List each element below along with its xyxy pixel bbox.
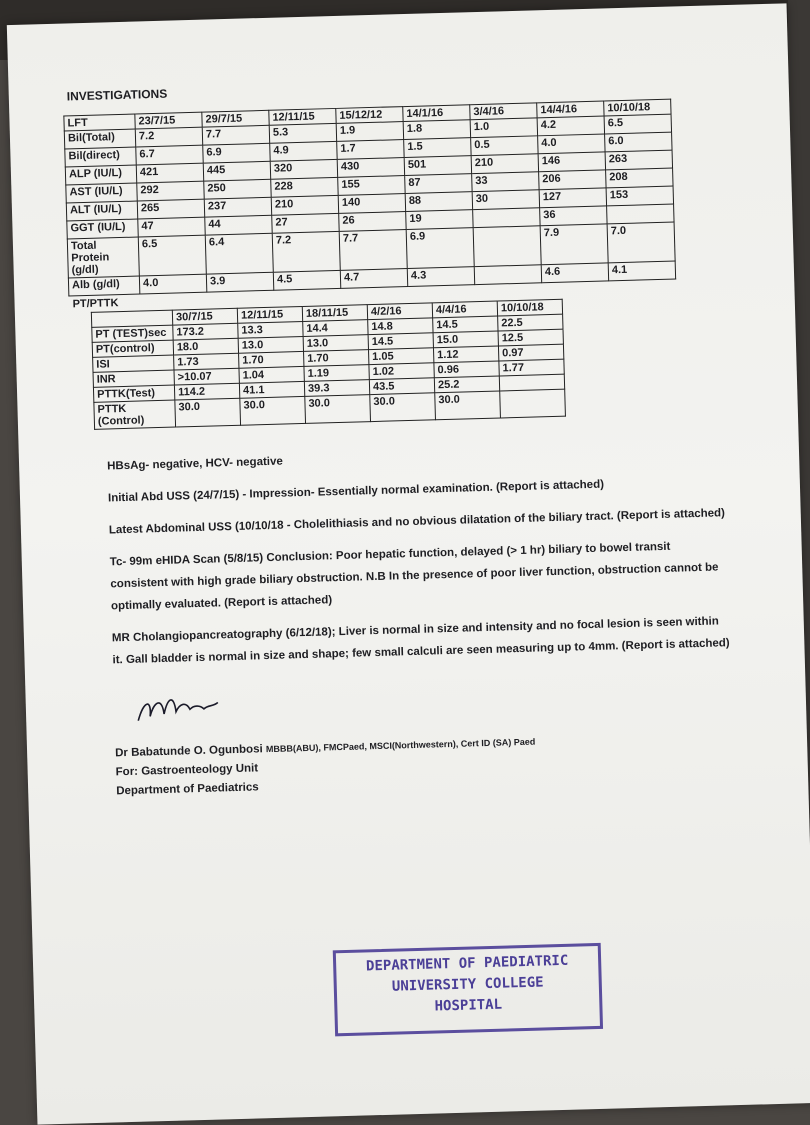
pt-cell: 1.73 xyxy=(174,353,239,370)
doctor-department: Department of Paediatrics xyxy=(116,781,259,798)
lft-cell xyxy=(473,226,541,267)
lft-cell: 6.7 xyxy=(136,145,203,165)
document-page xyxy=(7,3,810,1124)
pt-cell: 30.0 xyxy=(175,398,241,427)
stamp-line-3: HOSPITAL xyxy=(434,996,503,1015)
lft-cell xyxy=(473,208,540,228)
lft-cell: 4.5 xyxy=(273,270,340,290)
pt-row-label: ISI xyxy=(93,355,174,372)
pt-row-label: INR xyxy=(93,370,174,387)
lft-cell: 4.1 xyxy=(608,261,675,281)
lft-cell: 1.5 xyxy=(404,138,471,158)
lft-cell: 210 xyxy=(471,154,538,174)
lft-cell: 421 xyxy=(136,163,203,183)
note-serology: HBsAg- negative, HCV- negative xyxy=(106,455,283,473)
lft-date-header: 12/11/15 xyxy=(269,108,336,125)
signature-block xyxy=(81,726,782,803)
lft-cell: 6.5 xyxy=(138,235,206,276)
pt-cell: 25.2 xyxy=(434,376,499,393)
pt-cell: 14.5 xyxy=(433,316,498,333)
pt-cell: >10.07 xyxy=(174,368,239,385)
lft-cell: 27 xyxy=(272,213,339,233)
lft-row-label: ALP (IU/L) xyxy=(65,165,136,185)
lft-cell: 6.9 xyxy=(406,228,474,269)
lft-cell: 26 xyxy=(339,212,406,232)
document-content xyxy=(63,70,783,1015)
notes-section xyxy=(73,438,733,672)
lft-cell: 445 xyxy=(203,161,270,181)
pt-cell: 39.3 xyxy=(304,380,369,397)
lft-corner: LFT xyxy=(64,114,135,131)
lft-cell: 1.9 xyxy=(336,122,403,142)
lft-cell: 36 xyxy=(540,206,607,226)
doctor-name: Dr Babatunde O. Ogunbosi xyxy=(115,743,263,760)
lft-cell: 4.0 xyxy=(538,134,605,154)
pt-heading: PT/PTTK xyxy=(72,297,119,311)
lft-cell: 88 xyxy=(405,192,472,212)
lft-date-header: 29/7/15 xyxy=(202,110,269,127)
lft-cell: 7.7 xyxy=(202,125,269,145)
pt-cell: 14.4 xyxy=(303,320,368,337)
lft-cell: 6.5 xyxy=(604,114,671,134)
lft-cell: 4.7 xyxy=(340,269,407,289)
pt-date-header: 10/10/18 xyxy=(497,299,562,316)
pt-cell: 30.0 xyxy=(435,391,501,420)
lft-cell: 127 xyxy=(539,188,606,208)
lft-cell: 1.7 xyxy=(337,140,404,160)
pt-cell: 12.5 xyxy=(498,329,563,346)
lft-date-header: 15/12/12 xyxy=(336,107,403,124)
lft-cell: 7.0 xyxy=(607,222,675,263)
note-initial-uss: Initial Abd USS (24/7/15) - Impression- Essentially normal examination. (Report is attached) xyxy=(107,478,605,505)
lft-cell: 7.9 xyxy=(540,224,608,265)
lft-date-header: 14/4/16 xyxy=(537,101,604,118)
lft-cell: 237 xyxy=(204,197,271,217)
note-latest-uss: Latest Abdominal USS (10/10/18 - Cholelithiasis and no obvious dilatation of the biliary tract. (Report is attached) xyxy=(108,507,726,537)
pt-cell: 15.0 xyxy=(433,331,498,348)
lft-row-label: ALT (IU/L) xyxy=(66,201,137,221)
lft-cell: 430 xyxy=(337,158,404,178)
pt-table xyxy=(91,299,566,430)
pt-cell: 114.2 xyxy=(174,383,239,400)
lft-cell: 501 xyxy=(404,156,471,176)
pt-cell: 1.05 xyxy=(368,348,433,365)
lft-date-header: 23/7/15 xyxy=(135,112,202,129)
pt-cell: 1.77 xyxy=(499,359,564,376)
pt-cell: 13.0 xyxy=(303,335,368,352)
lft-cell: 7.2 xyxy=(135,127,202,147)
pt-cell: 41.1 xyxy=(239,381,304,398)
investigations-heading: INVESTIGATIONS xyxy=(66,86,168,104)
lft-cell: 140 xyxy=(338,194,405,214)
lft-cell: 33 xyxy=(472,172,539,192)
pt-cell: 0.96 xyxy=(434,361,499,378)
stamp-line-2: UNIVERSITY COLLEGE xyxy=(391,974,544,995)
lft-cell xyxy=(474,265,541,285)
lft-cell: 1.8 xyxy=(403,120,470,140)
lft-cell: 250 xyxy=(204,179,271,199)
lft-cell: 7.7 xyxy=(339,230,407,271)
pt-cell: 43.5 xyxy=(369,378,434,395)
lft-row-label: Bil(Total) xyxy=(64,129,135,149)
lft-cell: 30 xyxy=(472,190,539,210)
pt-cell: 0.97 xyxy=(498,344,563,361)
lft-row-label: GGT (IU/L) xyxy=(67,219,138,239)
pt-cell: 18.0 xyxy=(173,338,238,355)
lft-cell: 320 xyxy=(270,159,337,179)
pt-cell: 30.0 xyxy=(370,393,436,422)
lft-cell: 47 xyxy=(138,217,205,237)
doctor-credentials: MBBB(ABU), FMCPaed, MSCI(Northwestern), Cert ID (SA) Paed xyxy=(265,736,536,755)
lft-cell: 292 xyxy=(137,181,204,201)
pt-date-header: 18/11/15 xyxy=(302,305,367,322)
pt-date-header: 4/2/16 xyxy=(367,303,432,320)
lft-row-label: Total Protein (g/dl) xyxy=(67,237,139,278)
lft-date-header: 10/10/18 xyxy=(604,99,671,116)
lft-date-header: 3/4/16 xyxy=(470,103,537,120)
lft-row-label: AST (IU/L) xyxy=(66,183,137,203)
lft-cell: 19 xyxy=(406,210,473,230)
pt-cell: 13.0 xyxy=(238,336,303,353)
pt-cell: 1.04 xyxy=(239,366,304,383)
lft-cell: 153 xyxy=(606,186,673,206)
lft-cell: 6.9 xyxy=(203,143,270,163)
lft-cell: 208 xyxy=(606,168,673,188)
department-stamp xyxy=(333,943,603,1036)
lft-date-header: 14/1/16 xyxy=(403,105,470,122)
lft-cell: 4.6 xyxy=(541,263,608,283)
pt-cell: 30.0 xyxy=(240,396,306,425)
lft-cell: 228 xyxy=(271,177,338,197)
pt-cell: 1.19 xyxy=(304,365,369,382)
pt-cell: 1.70 xyxy=(304,350,369,367)
lft-cell xyxy=(607,204,674,224)
pt-row-label: PT (TEST)sec xyxy=(92,325,173,342)
pt-cell: 1.12 xyxy=(433,346,498,363)
lft-cell: 146 xyxy=(538,152,605,172)
pt-cell xyxy=(500,389,566,418)
pt-cell: 22.5 xyxy=(498,314,563,331)
lft-row-label: Bil(direct) xyxy=(65,147,136,167)
lft-cell: 4.9 xyxy=(270,141,337,161)
pt-date-header: 4/4/16 xyxy=(432,301,497,318)
lft-cell: 7.2 xyxy=(272,231,340,272)
lft-cell: 87 xyxy=(405,174,472,194)
lft-table xyxy=(63,99,676,297)
stamp-line-1: DEPARTMENT OF PAEDIATRIC xyxy=(365,952,569,975)
pt-row-label: PTTK(Test) xyxy=(93,385,174,402)
lft-cell: 6.4 xyxy=(205,233,273,274)
lft-cell: 4.3 xyxy=(407,267,474,287)
lft-cell: 6.0 xyxy=(605,132,672,152)
pt-cell: 30.0 xyxy=(305,395,371,424)
lft-cell: 210 xyxy=(271,195,338,215)
lft-cell: 0.5 xyxy=(471,136,538,156)
lft-cell: 4.2 xyxy=(537,116,604,136)
lft-cell: 265 xyxy=(137,199,204,219)
pt-date-header: 30/7/15 xyxy=(172,308,237,325)
lft-cell: 3.9 xyxy=(206,272,273,292)
pt-date-header: 12/11/15 xyxy=(237,306,302,323)
doctor-unit: For: Gastroenteology Unit xyxy=(115,762,259,779)
lft-cell: 155 xyxy=(338,176,405,196)
lft-row-label: Alb (g/dl) xyxy=(68,276,139,296)
pt-cell: 14.8 xyxy=(368,318,433,335)
lft-cell: 206 xyxy=(539,170,606,190)
lft-cell: 44 xyxy=(205,215,272,235)
note-mrcp: MR Cholangiopancreatography (6/12/18); Liver is normal in size and intensity and no focal lesion is seen within it. Gall bladder is normal in size and shape; few small calculi are seen measuring up to 4mm. (Report is attached) xyxy=(111,615,730,667)
lft-cell: 4.0 xyxy=(139,274,206,294)
pt-row-label: PTTK (Control) xyxy=(94,400,176,429)
pt-row-label: PT(control) xyxy=(92,340,173,357)
note-hida-scan: Tc- 99m eHIDA Scan (5/8/15) Conclusion: Poor hepatic function, delayed (> 1 hr) biliary to bowel transit consistent with high grade biliary obstruction. N.B In the presence of poor liver function, obstruction cannot be optimally evaluated. (Report is attached) xyxy=(109,540,719,613)
handwritten-signature xyxy=(133,688,244,731)
lft-cell: 1.0 xyxy=(470,118,537,138)
lft-cell: 5.3 xyxy=(269,123,336,143)
pt-cell: 1.02 xyxy=(369,363,434,380)
pt-cell: 13.3 xyxy=(238,321,303,338)
lft-cell: 263 xyxy=(605,150,672,170)
pt-cell: 1.70 xyxy=(239,351,304,368)
pt-cell: 173.2 xyxy=(173,323,238,340)
pt-cell: 14.5 xyxy=(368,333,433,350)
